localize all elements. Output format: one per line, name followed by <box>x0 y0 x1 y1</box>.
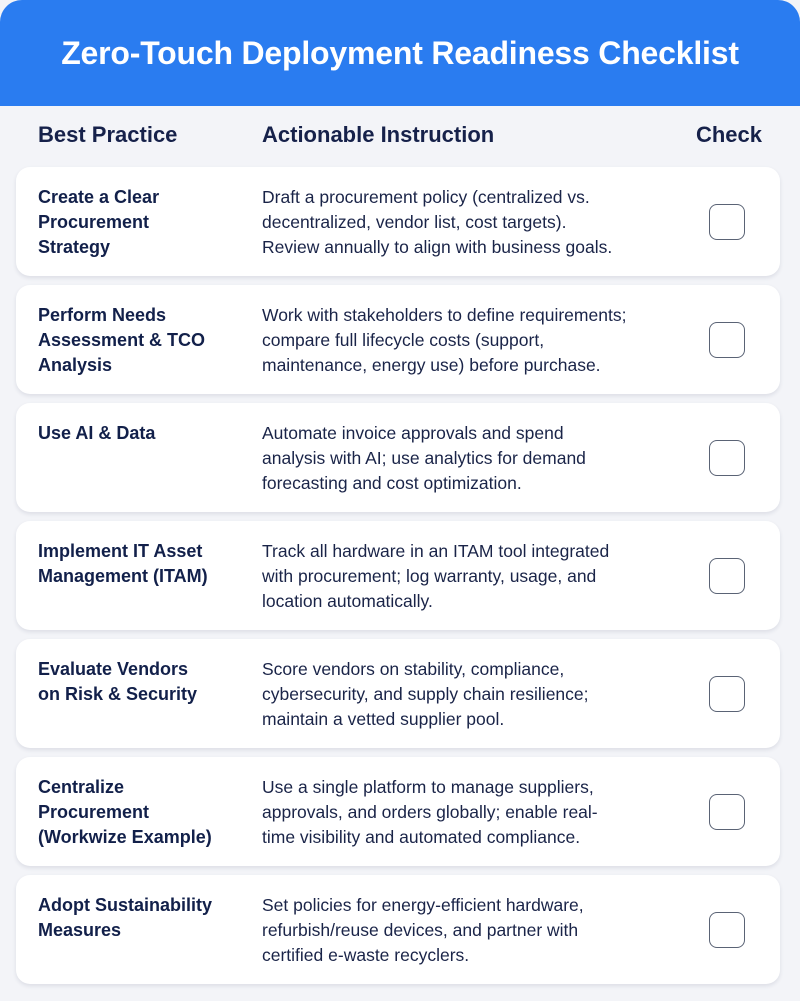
checklist-row <box>16 757 780 866</box>
checklist-row <box>16 285 780 394</box>
title-banner <box>0 0 800 106</box>
checklist-row <box>16 875 780 984</box>
best-practice-label: Implement IT Asset Management (ITAM) <box>38 541 208 586</box>
instruction-text: Track all hardware in an ITAM tool integrated with procurement; log warranty, usage, and location automatically. <box>262 541 610 611</box>
check-checkbox[interactable] <box>709 558 745 594</box>
checklist-row <box>16 403 780 512</box>
page-title: Zero-Touch Deployment Readiness Checklist <box>61 34 739 71</box>
check-checkbox[interactable] <box>709 204 745 240</box>
instruction-text: Score vendors on stability, compliance, cybersecurity, and supply chain resilience; maintain a vetted supplier pool. <box>262 659 589 729</box>
column-header-actionable-instruction: Actionable Instruction <box>262 122 495 147</box>
checklist <box>16 167 780 993</box>
best-practice-label: Perform Needs Assessment & TCO Analysis <box>38 305 206 375</box>
checklist-row <box>16 521 780 630</box>
check-checkbox[interactable] <box>709 676 745 712</box>
column-header-best-practice: Best Practice <box>38 122 178 147</box>
instruction-text: Set policies for energy-efficient hardware, refurbish/reuse devices, and partner with certified e-waste recyclers. <box>262 895 584 965</box>
check-checkbox[interactable] <box>709 912 745 948</box>
instruction-text: Work with stakeholders to define requirements; compare full lifecycle costs (support, maintenance, energy use) before purchase. <box>262 305 627 375</box>
instruction-text: Automate invoice approvals and spend analysis with AI; use analytics for demand forecasting and cost optimization. <box>262 423 586 493</box>
check-checkbox[interactable] <box>709 322 745 358</box>
check-checkbox[interactable] <box>709 440 745 476</box>
instruction-text: Use a single platform to manage suppliers, approvals, and orders globally; enable real- time visibility and automated compliance. <box>262 777 598 847</box>
checklist-row <box>16 167 780 276</box>
best-practice-label: Use AI & Data <box>38 423 156 443</box>
column-header-check: Check <box>695 122 762 147</box>
best-practice-label: Evaluate Vendors on Risk & Security <box>38 659 198 704</box>
best-practice-label: Adopt Sustainability Measures <box>38 895 213 940</box>
instruction-text: Draft a procurement policy (centralized vs. decentralized, vendor list, cost targets). Review annually to align with business goals. <box>262 187 613 257</box>
checklist-row <box>16 639 780 748</box>
best-practice-label: Centralize Procurement (Workwize Example) <box>38 777 212 847</box>
best-practice-label: Create a Clear Procurement Strategy <box>38 187 160 257</box>
check-checkbox[interactable] <box>709 794 745 830</box>
